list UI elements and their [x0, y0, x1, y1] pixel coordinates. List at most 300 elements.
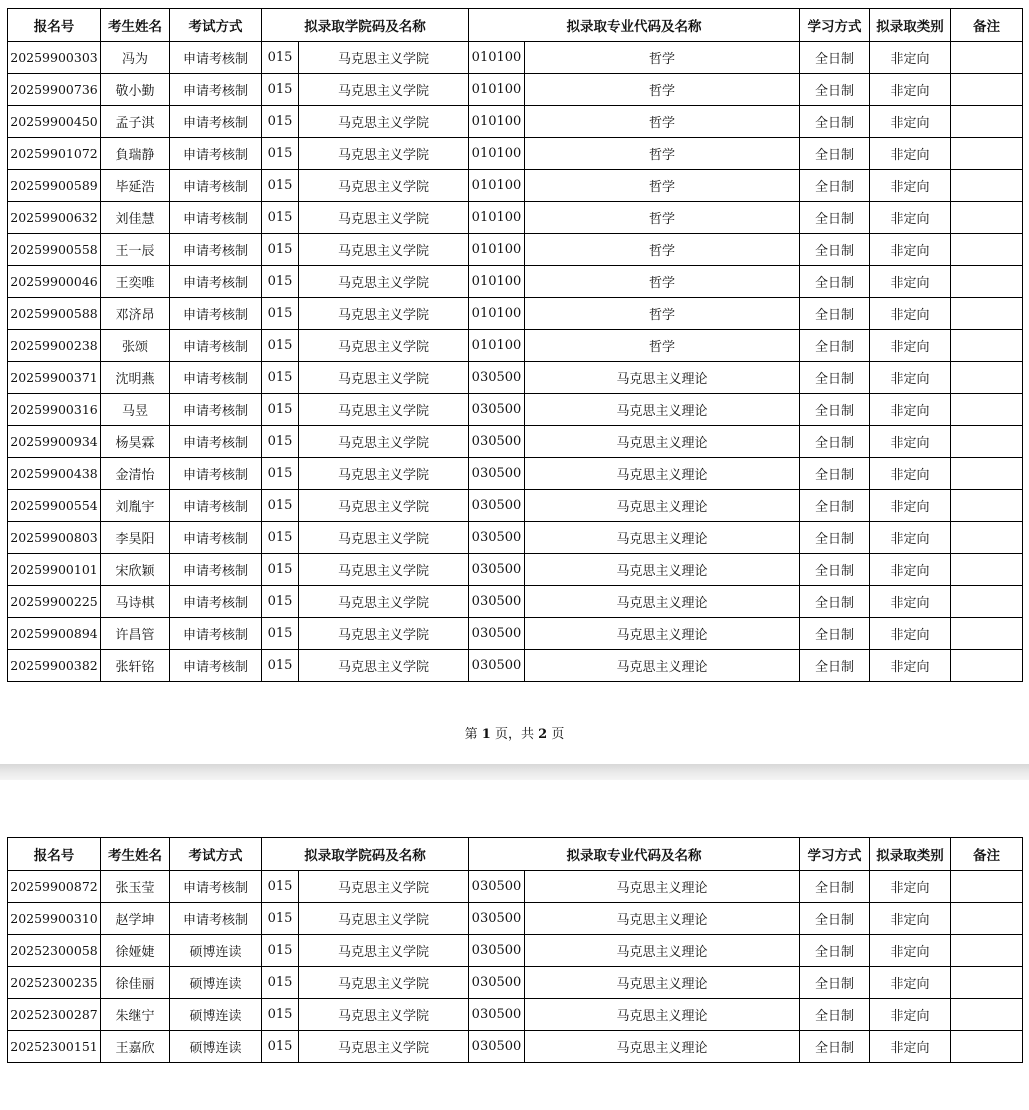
- cell-category: 非定向: [870, 967, 951, 999]
- cell-exam: 硕博连读: [170, 999, 262, 1031]
- cell-study: 全日制: [800, 330, 870, 362]
- cell-college-name: 马克思主义学院: [299, 330, 469, 362]
- cell-exam: 申请考核制: [170, 490, 262, 522]
- cell-exam: 申请考核制: [170, 170, 262, 202]
- cell-college-name: 马克思主义学院: [299, 999, 469, 1031]
- cell-major-name: 哲学: [525, 42, 800, 74]
- cell-category: 非定向: [870, 426, 951, 458]
- cell-name: 徐佳丽: [101, 967, 170, 999]
- cell-note: [951, 903, 1023, 935]
- cell-exam: 申请考核制: [170, 362, 262, 394]
- table-row: [8, 394, 1023, 426]
- cell-major-name: 哲学: [525, 202, 800, 234]
- cell-major-code: 010100: [469, 138, 525, 170]
- cell-note: [951, 554, 1023, 586]
- cell-major-name: 马克思主义理论: [525, 1031, 800, 1063]
- cell-college-name: 马克思主义学院: [299, 234, 469, 266]
- cell-study: 全日制: [800, 426, 870, 458]
- cell-college-name: 马克思主义学院: [299, 202, 469, 234]
- cell-college-code: 015: [262, 650, 299, 682]
- cell-name: 张颂: [101, 330, 170, 362]
- cell-college-name: 马克思主义学院: [299, 967, 469, 999]
- header-name: 考生姓名: [101, 9, 170, 42]
- cell-college-code: 015: [262, 330, 299, 362]
- cell-note: [951, 935, 1023, 967]
- table-row: [8, 1031, 1023, 1063]
- table-row: [8, 170, 1023, 202]
- cell-major-name: 马克思主义理论: [525, 522, 800, 554]
- cell-category: 非定向: [870, 618, 951, 650]
- cell-note: [951, 394, 1023, 426]
- cell-major-name: 哲学: [525, 106, 800, 138]
- table-row: [8, 74, 1023, 106]
- footer-middle: 页，共: [494, 727, 534, 742]
- cell-major-name: 哲学: [525, 298, 800, 330]
- cell-college-code: 015: [262, 967, 299, 999]
- cell-college-name: 马克思主义学院: [299, 170, 469, 202]
- cell-note: [951, 967, 1023, 999]
- cell-id: 20259900046: [8, 266, 101, 298]
- table-header-row: [8, 9, 1023, 42]
- cell-name: 徐娅婕: [101, 935, 170, 967]
- cell-id: 20259901072: [8, 138, 101, 170]
- cell-major-name: 马克思主义理论: [525, 458, 800, 490]
- cell-name: 刘胤宇: [101, 490, 170, 522]
- cell-major-name: 哲学: [525, 234, 800, 266]
- cell-college-code: 015: [262, 586, 299, 618]
- cell-id: 20259900632: [8, 202, 101, 234]
- cell-note: [951, 330, 1023, 362]
- cell-college-name: 马克思主义学院: [299, 106, 469, 138]
- header-category: 拟录取类别: [870, 838, 951, 871]
- cell-category: 非定向: [870, 74, 951, 106]
- cell-name: 敬小勤: [101, 74, 170, 106]
- cell-study: 全日制: [800, 586, 870, 618]
- cell-note: [951, 234, 1023, 266]
- cell-name: 負瑞静: [101, 138, 170, 170]
- cell-category: 非定向: [870, 554, 951, 586]
- cell-major-code: 010100: [469, 330, 525, 362]
- table-row: [8, 935, 1023, 967]
- cell-exam: 申请考核制: [170, 138, 262, 170]
- cell-name: 王奕唯: [101, 266, 170, 298]
- cell-study: 全日制: [800, 458, 870, 490]
- cell-id: 20259900316: [8, 394, 101, 426]
- page-separator: [0, 764, 1029, 780]
- cell-study: 全日制: [800, 650, 870, 682]
- cell-major-name: 马克思主义理论: [525, 394, 800, 426]
- cell-college-name: 马克思主义学院: [299, 650, 469, 682]
- cell-major-code: 010100: [469, 74, 525, 106]
- cell-study: 全日制: [800, 554, 870, 586]
- cell-exam: 申请考核制: [170, 903, 262, 935]
- header-note: 备注: [951, 838, 1023, 871]
- cell-exam: 申请考核制: [170, 426, 262, 458]
- header-note: 备注: [951, 9, 1023, 42]
- cell-category: 非定向: [870, 490, 951, 522]
- cell-college-name: 马克思主义学院: [299, 522, 469, 554]
- cell-category: 非定向: [870, 298, 951, 330]
- cell-study: 全日制: [800, 362, 870, 394]
- table-row: [8, 967, 1023, 999]
- cell-major-code: 010100: [469, 266, 525, 298]
- cell-name: 邓济昂: [101, 298, 170, 330]
- cell-exam: 申请考核制: [170, 618, 262, 650]
- header-id: 报名号: [8, 9, 101, 42]
- page-footer: [0, 723, 1029, 742]
- cell-note: [951, 871, 1023, 903]
- table-row: [8, 362, 1023, 394]
- cell-college-name: 马克思主义学院: [299, 1031, 469, 1063]
- cell-note: [951, 618, 1023, 650]
- cell-major-name: 哲学: [525, 74, 800, 106]
- cell-id: 20259900803: [8, 522, 101, 554]
- cell-exam: 硕博连读: [170, 967, 262, 999]
- cell-major-code: 030500: [469, 903, 525, 935]
- cell-college-name: 马克思主义学院: [299, 458, 469, 490]
- cell-study: 全日制: [800, 106, 870, 138]
- cell-study: 全日制: [800, 266, 870, 298]
- cell-college-name: 马克思主义学院: [299, 903, 469, 935]
- cell-major-code: 030500: [469, 394, 525, 426]
- cell-exam: 申请考核制: [170, 234, 262, 266]
- cell-major-name: 马克思主义理论: [525, 618, 800, 650]
- footer-suffix: 页: [551, 727, 565, 742]
- cell-college-code: 015: [262, 1031, 299, 1063]
- cell-note: [951, 522, 1023, 554]
- table-row: [8, 138, 1023, 170]
- cell-note: [951, 266, 1023, 298]
- cell-college-name: 马克思主义学院: [299, 138, 469, 170]
- cell-major-name: 马克思主义理论: [525, 426, 800, 458]
- table-row: [8, 458, 1023, 490]
- table-row: [8, 266, 1023, 298]
- cell-note: [951, 298, 1023, 330]
- cell-exam: 硕博连读: [170, 1031, 262, 1063]
- cell-major-code: 010100: [469, 170, 525, 202]
- header-major: 拟录取专业代码及名称: [469, 838, 800, 871]
- cell-major-name: 哲学: [525, 266, 800, 298]
- cell-note: [951, 1031, 1023, 1063]
- cell-study: 全日制: [800, 999, 870, 1031]
- table-row: [8, 903, 1023, 935]
- cell-study: 全日制: [800, 522, 870, 554]
- cell-college-code: 015: [262, 298, 299, 330]
- cell-exam: 申请考核制: [170, 298, 262, 330]
- cell-note: [951, 170, 1023, 202]
- footer-total-pages: 2: [538, 727, 548, 742]
- cell-id: 20259900736: [8, 74, 101, 106]
- cell-college-code: 015: [262, 362, 299, 394]
- cell-college-code: 015: [262, 871, 299, 903]
- cell-exam: 申请考核制: [170, 458, 262, 490]
- cell-category: 非定向: [870, 586, 951, 618]
- table-header-row: [8, 838, 1023, 871]
- table-row: [8, 554, 1023, 586]
- cell-major-name: 马克思主义理论: [525, 967, 800, 999]
- table-row: [8, 234, 1023, 266]
- cell-major-code: 030500: [469, 999, 525, 1031]
- cell-study: 全日制: [800, 490, 870, 522]
- table-row: [8, 298, 1023, 330]
- cell-study: 全日制: [800, 967, 870, 999]
- cell-name: 李昊阳: [101, 522, 170, 554]
- cell-major-code: 010100: [469, 106, 525, 138]
- cell-id: 20252300235: [8, 967, 101, 999]
- cell-id: 20259900310: [8, 903, 101, 935]
- cell-id: 20259900588: [8, 298, 101, 330]
- cell-name: 刘佳慧: [101, 202, 170, 234]
- cell-major-code: 010100: [469, 42, 525, 74]
- header-study: 学习方式: [800, 9, 870, 42]
- cell-college-name: 马克思主义学院: [299, 490, 469, 522]
- cell-note: [951, 650, 1023, 682]
- cell-study: 全日制: [800, 298, 870, 330]
- cell-exam: 申请考核制: [170, 522, 262, 554]
- cell-name: 朱继宁: [101, 999, 170, 1031]
- cell-major-name: 马克思主义理论: [525, 903, 800, 935]
- cell-category: 非定向: [870, 522, 951, 554]
- cell-note: [951, 202, 1023, 234]
- header-exam: 考试方式: [170, 9, 262, 42]
- cell-exam: 申请考核制: [170, 394, 262, 426]
- cell-exam: 申请考核制: [170, 871, 262, 903]
- cell-college-code: 015: [262, 490, 299, 522]
- cell-major-name: 哲学: [525, 138, 800, 170]
- table-row: [8, 871, 1023, 903]
- cell-major-code: 030500: [469, 426, 525, 458]
- cell-major-name: 马克思主义理论: [525, 650, 800, 682]
- cell-college-code: 015: [262, 999, 299, 1031]
- header-major: 拟录取专业代码及名称: [469, 9, 800, 42]
- cell-category: 非定向: [870, 202, 951, 234]
- cell-note: [951, 490, 1023, 522]
- table-row: [8, 202, 1023, 234]
- cell-college-code: 015: [262, 935, 299, 967]
- cell-college-name: 马克思主义学院: [299, 871, 469, 903]
- cell-study: 全日制: [800, 42, 870, 74]
- cell-study: 全日制: [800, 234, 870, 266]
- cell-category: 非定向: [870, 394, 951, 426]
- cell-major-code: 030500: [469, 522, 525, 554]
- cell-name: 冯为: [101, 42, 170, 74]
- cell-category: 非定向: [870, 234, 951, 266]
- cell-major-code: 010100: [469, 298, 525, 330]
- cell-name: 杨昊霖: [101, 426, 170, 458]
- cell-note: [951, 458, 1023, 490]
- cell-category: 非定向: [870, 458, 951, 490]
- cell-exam: 申请考核制: [170, 330, 262, 362]
- cell-college-code: 015: [262, 426, 299, 458]
- cell-note: [951, 362, 1023, 394]
- cell-college-name: 马克思主义学院: [299, 618, 469, 650]
- cell-major-name: 哲学: [525, 330, 800, 362]
- cell-name: 张轩铭: [101, 650, 170, 682]
- cell-major-code: 030500: [469, 967, 525, 999]
- cell-college-code: 015: [262, 106, 299, 138]
- cell-major-name: 马克思主义理论: [525, 362, 800, 394]
- cell-exam: 硕博连读: [170, 935, 262, 967]
- cell-exam: 申请考核制: [170, 106, 262, 138]
- cell-study: 全日制: [800, 618, 870, 650]
- cell-name: 孟子淇: [101, 106, 170, 138]
- cell-note: [951, 586, 1023, 618]
- cell-college-name: 马克思主义学院: [299, 394, 469, 426]
- cell-study: 全日制: [800, 202, 870, 234]
- cell-category: 非定向: [870, 871, 951, 903]
- header-category: 拟录取类别: [870, 9, 951, 42]
- cell-major-code: 030500: [469, 935, 525, 967]
- cell-note: [951, 426, 1023, 458]
- header-college: 拟录取学院码及名称: [262, 9, 469, 42]
- cell-id: 20259900371: [8, 362, 101, 394]
- cell-college-name: 马克思主义学院: [299, 266, 469, 298]
- cell-college-code: 015: [262, 618, 299, 650]
- cell-exam: 申请考核制: [170, 266, 262, 298]
- cell-name: 张玉莹: [101, 871, 170, 903]
- cell-category: 非定向: [870, 42, 951, 74]
- cell-id: 20259900872: [8, 871, 101, 903]
- cell-major-code: 030500: [469, 490, 525, 522]
- cell-college-name: 马克思主义学院: [299, 586, 469, 618]
- table-row: [8, 42, 1023, 74]
- header-id: 报名号: [8, 838, 101, 871]
- admission-table-page-2: [7, 837, 1023, 1063]
- cell-exam: 申请考核制: [170, 74, 262, 106]
- cell-exam: 申请考核制: [170, 650, 262, 682]
- cell-major-name: 马克思主义理论: [525, 871, 800, 903]
- cell-category: 非定向: [870, 266, 951, 298]
- cell-id: 20259900382: [8, 650, 101, 682]
- cell-major-code: 030500: [469, 554, 525, 586]
- cell-name: 许昌管: [101, 618, 170, 650]
- cell-college-code: 015: [262, 458, 299, 490]
- cell-note: [951, 138, 1023, 170]
- cell-name: 赵学坤: [101, 903, 170, 935]
- cell-name: 王嘉欣: [101, 1031, 170, 1063]
- table-row: [8, 106, 1023, 138]
- cell-college-name: 马克思主义学院: [299, 298, 469, 330]
- cell-study: 全日制: [800, 1031, 870, 1063]
- cell-college-name: 马克思主义学院: [299, 42, 469, 74]
- header-name: 考生姓名: [101, 838, 170, 871]
- cell-category: 非定向: [870, 935, 951, 967]
- header-college: 拟录取学院码及名称: [262, 838, 469, 871]
- table-row: [8, 999, 1023, 1031]
- cell-category: 非定向: [870, 170, 951, 202]
- cell-major-name: 马克思主义理论: [525, 999, 800, 1031]
- cell-name: 宋欣颖: [101, 554, 170, 586]
- cell-id: 20259900554: [8, 490, 101, 522]
- cell-study: 全日制: [800, 935, 870, 967]
- cell-study: 全日制: [800, 394, 870, 426]
- cell-major-code: 010100: [469, 202, 525, 234]
- table-row: [8, 586, 1023, 618]
- cell-college-name: 马克思主义学院: [299, 426, 469, 458]
- cell-college-code: 015: [262, 202, 299, 234]
- cell-category: 非定向: [870, 106, 951, 138]
- cell-category: 非定向: [870, 362, 951, 394]
- cell-name: 马诗棋: [101, 586, 170, 618]
- table-row: [8, 522, 1023, 554]
- cell-id: 20259900238: [8, 330, 101, 362]
- cell-name: 沈明燕: [101, 362, 170, 394]
- cell-id: 20259900303: [8, 42, 101, 74]
- cell-college-code: 015: [262, 903, 299, 935]
- admission-table-page-1: [7, 8, 1023, 682]
- cell-id: 20259900225: [8, 586, 101, 618]
- cell-study: 全日制: [800, 871, 870, 903]
- cell-category: 非定向: [870, 650, 951, 682]
- cell-major-name: 马克思主义理论: [525, 586, 800, 618]
- table-row: [8, 330, 1023, 362]
- document-page-2: [0, 780, 1029, 1110]
- cell-exam: 申请考核制: [170, 586, 262, 618]
- cell-college-name: 马克思主义学院: [299, 362, 469, 394]
- cell-college-code: 015: [262, 74, 299, 106]
- cell-exam: 申请考核制: [170, 202, 262, 234]
- cell-college-code: 015: [262, 138, 299, 170]
- cell-id: 20252300151: [8, 1031, 101, 1063]
- cell-college-code: 015: [262, 522, 299, 554]
- cell-major-name: 马克思主义理论: [525, 554, 800, 586]
- cell-major-name: 哲学: [525, 170, 800, 202]
- cell-note: [951, 74, 1023, 106]
- cell-name: 毕延浩: [101, 170, 170, 202]
- cell-major-name: 马克思主义理论: [525, 935, 800, 967]
- cell-category: 非定向: [870, 1031, 951, 1063]
- cell-note: [951, 42, 1023, 74]
- footer-prefix: 第: [464, 727, 478, 742]
- cell-college-code: 015: [262, 554, 299, 586]
- cell-study: 全日制: [800, 74, 870, 106]
- cell-id: 20259900934: [8, 426, 101, 458]
- cell-id: 20259900894: [8, 618, 101, 650]
- cell-major-code: 030500: [469, 871, 525, 903]
- cell-college-name: 马克思主义学院: [299, 935, 469, 967]
- cell-id: 20259900450: [8, 106, 101, 138]
- cell-study: 全日制: [800, 903, 870, 935]
- cell-id: 20259900438: [8, 458, 101, 490]
- cell-study: 全日制: [800, 138, 870, 170]
- cell-major-code: 030500: [469, 362, 525, 394]
- table-row: [8, 490, 1023, 522]
- cell-exam: 申请考核制: [170, 42, 262, 74]
- table-row: [8, 618, 1023, 650]
- cell-name: 王一辰: [101, 234, 170, 266]
- cell-note: [951, 106, 1023, 138]
- cell-major-code: 030500: [469, 1031, 525, 1063]
- cell-id: 20252300287: [8, 999, 101, 1031]
- cell-id: 20252300058: [8, 935, 101, 967]
- cell-major-code: 010100: [469, 234, 525, 266]
- cell-major-code: 030500: [469, 650, 525, 682]
- table-row: [8, 650, 1023, 682]
- cell-category: 非定向: [870, 330, 951, 362]
- footer-current-page: 1: [481, 727, 491, 742]
- cell-college-code: 015: [262, 394, 299, 426]
- cell-major-code: 030500: [469, 458, 525, 490]
- cell-name: 金清怡: [101, 458, 170, 490]
- cell-college-name: 马克思主义学院: [299, 74, 469, 106]
- cell-note: [951, 999, 1023, 1031]
- cell-college-code: 015: [262, 170, 299, 202]
- cell-major-code: 030500: [469, 586, 525, 618]
- cell-college-name: 马克思主义学院: [299, 554, 469, 586]
- cell-category: 非定向: [870, 903, 951, 935]
- cell-name: 马昱: [101, 394, 170, 426]
- cell-id: 20259900589: [8, 170, 101, 202]
